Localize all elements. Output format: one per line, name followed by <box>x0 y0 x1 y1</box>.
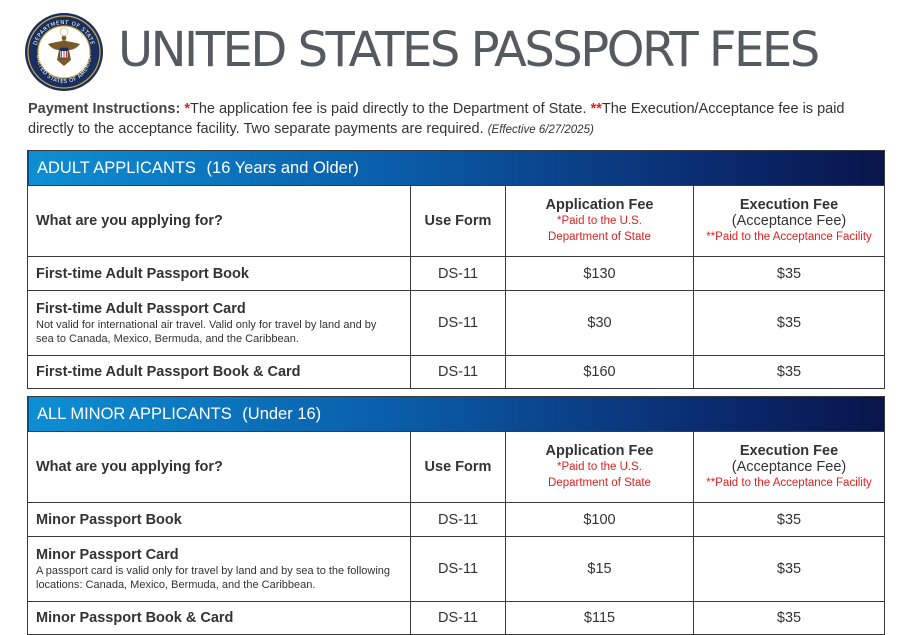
application-fee-label: Application Fee <box>545 197 654 213</box>
department-of-state-seal-icon <box>24 12 104 92</box>
row-application-fee: $15 <box>506 537 694 602</box>
payment-instructions <box>28 99 888 140</box>
row-description: A passport card is valid only for travel by land and by sea to the following locations: Canada, Mexico, Bermuda, and the Caribbean. <box>36 564 391 591</box>
row-application-fee: $100 <box>506 503 694 537</box>
section-banner-minor <box>28 397 885 432</box>
row-name: First-time Adult Passport Book & Card <box>28 356 411 389</box>
row-name: First-time Adult Passport Card <box>36 300 246 317</box>
column-header-question: What are you applying for? <box>28 186 411 257</box>
table-row <box>28 291 885 356</box>
row-execution-fee: $35 <box>694 291 885 356</box>
application-fee-note: *Paid to the U.S. Department of State <box>548 215 651 243</box>
minor-fees-table <box>27 396 885 635</box>
table-row <box>28 257 885 291</box>
section-title: ALL MINOR APPLICANTS <box>37 404 232 423</box>
table-row <box>28 537 885 602</box>
row-name: Minor Passport Book & Card <box>28 602 411 635</box>
instructions-text-2: The Execution/Acceptance fee is paid directly to the acceptance facility. Two separate payments are required. <box>28 101 845 137</box>
effective-date: (Effective 6/27/2025) <box>487 124 594 136</box>
execution-fee-sublabel: (Acceptance Fee) <box>731 459 847 475</box>
execution-fee-label: Execution Fee <box>739 443 839 459</box>
section-title: ADULT APPLICANTS <box>37 158 196 177</box>
section-subtitle: (Under 16) <box>242 404 322 423</box>
row-form: DS-11 <box>411 602 506 635</box>
column-header-execution-fee <box>694 432 885 503</box>
table-row <box>28 602 885 635</box>
row-application-fee: $115 <box>506 602 694 635</box>
section-subtitle: (16 Years and Older) <box>206 158 359 177</box>
table-row <box>28 356 885 389</box>
execution-fee-note: **Paid to the Acceptance Facility <box>706 231 872 243</box>
application-fee-note: *Paid to the U.S. Department of State <box>548 461 651 489</box>
row-description: Not valid for international air travel. Valid only for travel by land and by sea to Canada, Mexico, Bermuda, and the Caribbean. <box>36 318 377 345</box>
row-name: First-time Adult Passport Book <box>28 257 411 291</box>
row-application-fee: $160 <box>506 356 694 389</box>
row-execution-fee: $35 <box>694 602 885 635</box>
instructions-label: Payment Instructions: <box>28 101 181 117</box>
table-header-row <box>28 186 885 257</box>
svg-text:DEPARTMENT OF STATE: DEPARTMENT OF STATE <box>32 19 96 47</box>
instructions-text-1: The application fee is paid directly to the Department of State. <box>189 101 587 117</box>
table-row <box>28 503 885 537</box>
column-header-application-fee <box>506 432 694 503</box>
execution-fee-note: **Paid to the Acceptance Facility <box>706 477 872 489</box>
row-application-fee: $130 <box>506 257 694 291</box>
row-name-cell <box>28 291 411 356</box>
table-header-row <box>28 432 885 503</box>
adult-fees-table <box>27 150 885 389</box>
row-application-fee: $30 <box>506 291 694 356</box>
execution-fee-label: Execution Fee <box>739 197 839 213</box>
row-execution-fee: $35 <box>694 503 885 537</box>
svg-text:UNITED STATES OF AMERICA: UNITED STATES OF AMERICA <box>34 54 94 86</box>
double-asterisk-mark: ** <box>590 101 602 117</box>
column-header-execution-fee <box>694 186 885 257</box>
row-name-cell <box>28 537 411 602</box>
row-form: DS-11 <box>411 291 506 356</box>
execution-fee-sublabel: (Acceptance Fee) <box>731 213 847 229</box>
asterisk-mark: * <box>184 101 190 117</box>
column-header-form: Use Form <box>411 432 506 503</box>
row-execution-fee: $35 <box>694 356 885 389</box>
row-execution-fee: $35 <box>694 537 885 602</box>
row-form: DS-11 <box>411 537 506 602</box>
section-banner-adult <box>28 151 885 186</box>
column-header-application-fee <box>506 186 694 257</box>
column-header-question: What are you applying for? <box>28 432 411 503</box>
page-title: UNITED STATES PASSPORT FEES <box>118 22 818 78</box>
row-execution-fee: $35 <box>694 257 885 291</box>
row-name: Minor Passport Book <box>28 503 411 537</box>
row-name: Minor Passport Card <box>36 546 179 563</box>
row-form: DS-11 <box>411 503 506 537</box>
column-header-form: Use Form <box>411 186 506 257</box>
row-form: DS-11 <box>411 356 506 389</box>
row-form: DS-11 <box>411 257 506 291</box>
application-fee-label: Application Fee <box>545 443 654 459</box>
